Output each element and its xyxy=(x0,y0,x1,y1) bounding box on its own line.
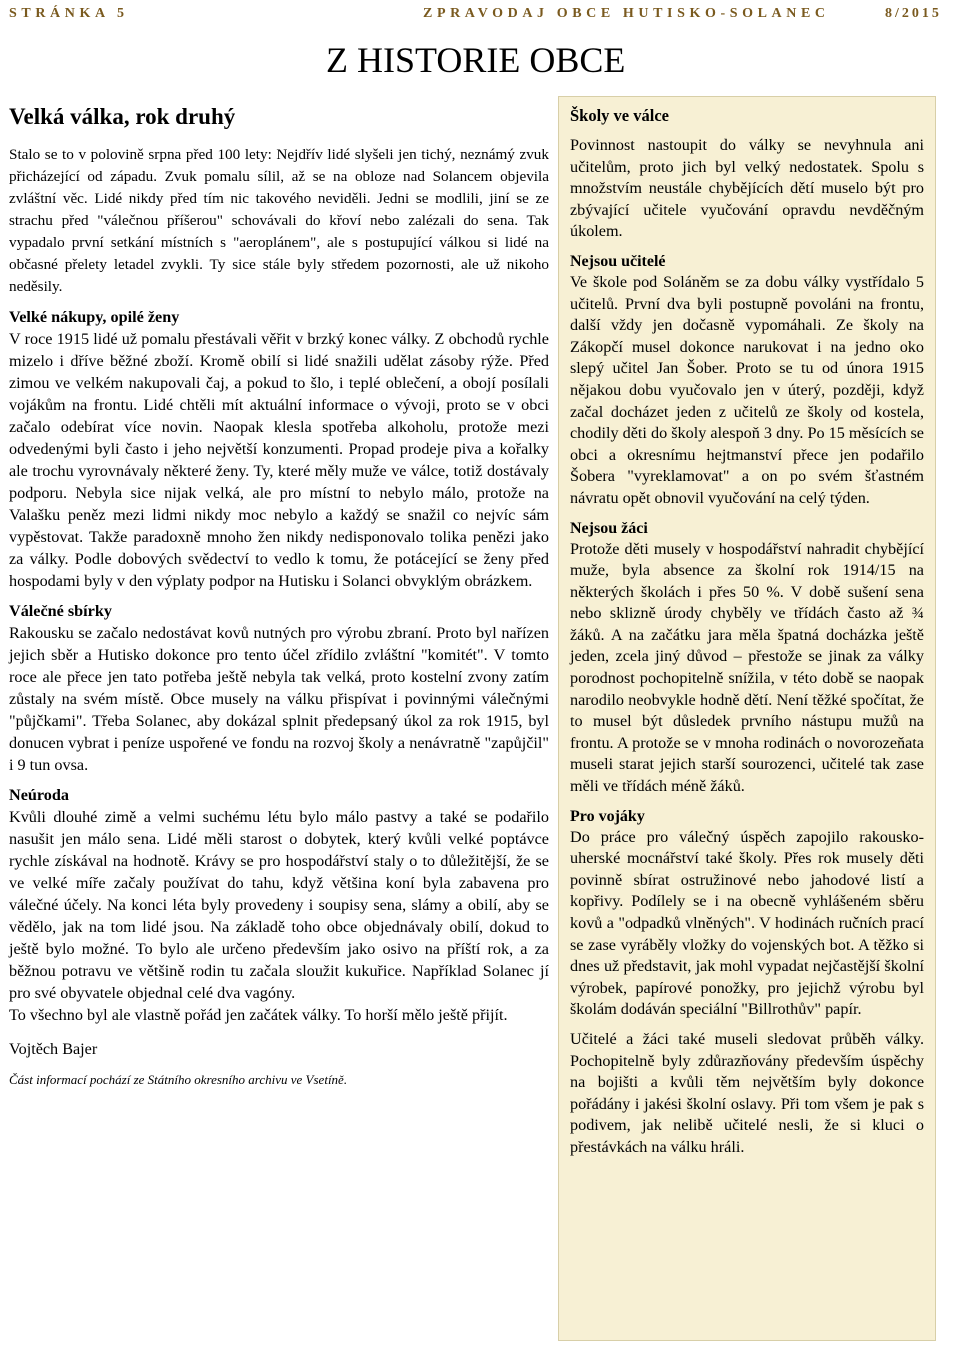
section-banner: Z HISTORIE OBCE xyxy=(326,40,626,80)
page-number: STRÁNKA 5 xyxy=(9,6,129,21)
sidebar-box xyxy=(558,96,936,1341)
article-title: Velká válka, rok druhý xyxy=(9,104,236,129)
publication-name: ZPRAVODAJ OBCE HUTISKO-SOLANEC xyxy=(423,6,830,21)
article-lead: Stalo se to v polovině srpna před 100 lety: Nejdřív lidé slyšeli jen tichý, neznámý zvuk přicházející od západu. Zvuk pomalu sílil, až se na obloze nad Solancem objevila zvláštní věc. Lidé nikdy před tím nic takového neviděli. Jedni se modlili, jiní se ze strachu před "válečnou příšerou" schovávali do křoví nebo zalézali do sena. Tak vypadalo první setkání místních s "aeroplánem", ale s postupující válkou si lidé na občasné přelety letadel zvykli. Ty sice stále byly středem pozornosti, ale už nikoho neděsily. xyxy=(9,146,549,295)
sidebar-heading: Nejsou žáci xyxy=(570,519,648,537)
sidebar-intro: Povinnost nastoupit do války se nevyhnula ani učitelům, proto jich byl velký nedostatek. Spolu s množstvím neustále chybějících dětí muselo být pro zbývající učitele vyučování opravdu nevděčným úkolem. xyxy=(570,136,924,241)
issue-number: 8/2015 xyxy=(885,6,942,21)
section-heading: Válečné sbírky xyxy=(9,602,112,620)
section-text: Rakousku se začalo nedostávat kovů nutných pro výrobu zbraní. Proto byl nařízen jejich sběr a Hutisko dokonce pro tento účel zřídilo zvláštní "komitét". V tomto roce ale přece jen tato potřeba ještě nebyla tak velká, proto kostelní zvony zatím zůstaly na svém místě. Obce musely na válku přispívat i povinnými válečnými "půjčkami". Třeba Solanec, aby dokázal splnit předepsaný úkol za rok 1915, byl donucen vybrat i peníze uspořené ve fondu na rozvoj školy a nenávratně "zapůjčil" i 9 tun ovsa. xyxy=(9,624,549,774)
sidebar-text: Ve škole pod Soláněm se za dobu války vystřídalo 5 učitelů. První dva byli postupně povoláni na frontu, další vždy jen dočasně vypomáhali. Ze školy na Zákopčí musel dokonce narukovat i na jedno oko slepý učitel Jan Šober. Proto se tu od února 1915 nějakou dobu vyučovalo jen v úterý, později, když začal docházet jeden z učitelů ze školy od kostela, chodily děti do školy alespoň 3 dny. Po 15 měsících se obci a okresnímu hejtmanství přece jen podařilo Šobera "vyreklamovat" a on po svém šťastném návratu opět obnovil vyučování na celý týden. xyxy=(570,272,924,507)
source-note: Část informací pochází ze Státního okresního archivu ve Vsetíně. xyxy=(9,1072,348,1087)
sidebar-closing: Učitelé a žáci také museli sledovat průběh války. Pochopitelně byly zdůrazňovány především úspěchy na bojišti a kvůli těm největším byly dokonce pořádány i jakési školní oslavy. Při tom všem je pak s podivem, jak nelibě učitelé nesli, že si kluci o přestávkách na válku hráli. xyxy=(570,1029,924,1156)
main-article xyxy=(9,102,549,1090)
section-heading: Neúroda xyxy=(9,786,69,804)
sidebar-title: Školy ve válce xyxy=(570,106,669,125)
sidebar-heading: Nejsou učitelé xyxy=(570,252,666,270)
sidebar-text: Protože děti musely v hospodářství nahradit chybějící muže, byla absence za školní rok 1914/15 na některých školách i přes 50 %. V době sušení sena nebo sklizně úrody chyběly ve třídách často až ¾ žáků. A na začátku jara měla špatná docházka ještě jeden, zcela jiný důvod – přestože se jinak za války porodnost pochopitelně snížila, v této době se naopak narodilo neobvykle hodně dětí. Není těžké spočítat, že to musel být důsledek prvního nástupu mužů na frontu. A protože se v mnoha rodinách o novorozeňata museli starat jejich starší sourozenci, učitelé tak zase měli ve třídách méně žáků. xyxy=(570,539,924,796)
sidebar-heading: Pro vojáky xyxy=(570,807,645,825)
section-heading: Velké nákupy, opilé ženy xyxy=(9,308,180,326)
page-header xyxy=(0,0,960,26)
sidebar-text: Do práce pro válečný úspěch zapojilo rakousko-uherské mocnářství také školy. Přes rok musely děti povinně sbírat ostružinové nebo jahodové listí a kopřivy. Podílely se i na obecně vyhlášeném sběru kovů a "odpadků vlněných". V hodinách ručních prací se zase vyráběly vložky do vojenských bot. A těžko si dnes už představit, jak mohl vypadat nejčastější školní výrobek, papírové ponožky, pro jejichž výrobu byl školám dodáván speciální "Billrothův" papír. xyxy=(570,827,924,1019)
section-text: V roce 1915 lidé už pomalu přestávali věřit v brzký konec války. Z obchodů rychle mizelo i dříve běžné zboží. Kromě obilí si lidé snažili udělat zásoby rýže. Před zimou ve velkém nakupovali čaj, a pokud to šlo, i teplé oblečení, a obojí posílali vojákům na frontu. Lidé chtěli mít aktuální informace o vývoji, proto se v obci začalo odebírat více novin. Naopak klesla spotřeba alkoholu, protože mezi odvedenými byli často i jeho největší konzumenti. Propad prodeje piva a kořalky ale trochu vyrovnávaly některé ženy. Ty, které měly muže ve válce, totiž dostávaly podporu. Nebyla sice nijak velká, ale pro místní to nebylo málo, protože na Valašku peněz mezi lidmi nikdy moc nebylo a každý se snažil co nejvíc sám vypěstovat. Takže paradoxně mnoho žen nikdy nedisponovalo tolika penězi jako za války. Podle dobových svědectví to vedlo k tomu, že potácející se ženy před hospodami byly v den výplaty podpor na Hutisku i Solanci obvyklým obrázkem. xyxy=(9,330,549,590)
section-text: To všechno byl ale vlastně pořád jen začátek války. To horší mělo ještě přijít. xyxy=(9,1006,508,1024)
section-text: Kvůli dlouhé zimě a velmi suchému létu bylo málo pastvy a také se podařilo nasušit jen málo sena. Lidé měli starost o dobytek, který kvůli velké poptávce rychle získával na hodnotě. Krávy se pro hospodářství staly o to důležitější, že se ve velké míře začaly používat do tahu, když většina koní byla zabavena pro válečné účely. Na konci léta byly provedeny i soupisy sena, slámy a obilí, aby se vědělo, jak na tom lidé jsou. Na základě toho obce objednávaly obilí, dokud to ještě bylo možné. To bylo ale určeno především jako osivo na příští rok, a za běžnou potravu ve většině rodin tu začala sloužit kukuřice. Například Solanec jí pro své obyvatele objednal celé dva vagóny. xyxy=(9,808,549,1002)
article-author: Vojtěch Bajer xyxy=(9,1040,98,1058)
